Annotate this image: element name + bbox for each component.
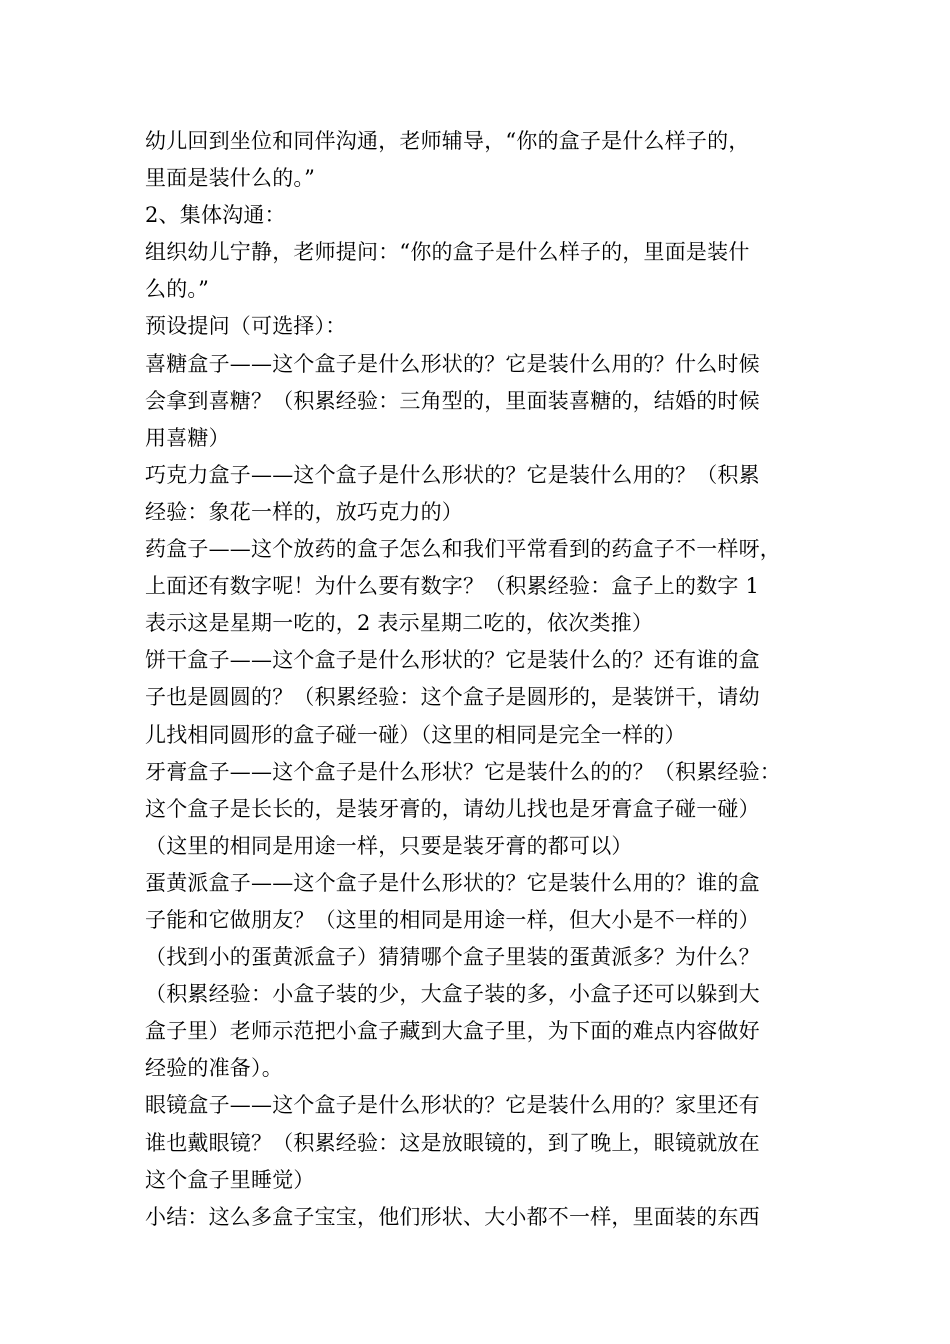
text-line: 这个盒子里睡觉） [145,1167,315,1192]
text-line: 子能和它做朋友？（这里的相同是用途一样，但大小是不一样的） [145,907,760,932]
text-line: 子也是圆圆的？（积累经验：这个盒子是圆形的，是装饼干，请幼 [145,685,760,710]
text-line: （找到小的蛋黄派盒子）猜猜哪个盒子里装的蛋黄派多？为什么？ [145,945,760,970]
text-line: 组织幼儿宁静，老师提问：“你的盒子是什么样子的，里面是装什 [145,240,750,265]
text-line: 么的。” [145,277,210,302]
text-line: 盒子里）老师示范把小盒子藏到大盒子里，为下面的难点内容做好 [145,1019,760,1044]
text-line: （积累经验：小盒子装的少，大盒子装的多，小盒子还可以躲到大 [145,982,760,1007]
text-line: 这个盒子是长长的，是装牙膏的，请幼儿找也是牙膏盒子碰一碰） [145,796,760,821]
text-line: 预设提问（可选择）： [145,314,347,339]
text-line: 上面还有数字呢！为什么要有数字？（积累经验：盒子上的数字 1 [145,574,760,599]
text-line: 巧克力盒子——这个盒子是什么形状的？它是装什么用的？（积累 [145,462,760,487]
text-line: 经验的准备）。 [145,1056,283,1081]
text-line: 药盒子——这个放药的盒子怎么和我们平常看到的药盒子不一样呀， [145,537,781,562]
text-line: 眼镜盒子——这个盒子是什么形状的？它是装什么用的？家里还有 [145,1093,760,1118]
text-line: 会拿到喜糖？（积累经验：三角型的，里面装喜糖的，结婚的时候 [145,388,760,413]
text-line: 牙膏盒子——这个盒子是什么形状？它是装什么的的？（积累经验： [145,759,781,784]
text-line: 喜糖盒子——这个盒子是什么形状的？它是装什么用的？什么时候 [145,351,760,376]
document-body [145,123,825,1236]
text-line: 幼儿回到坐位和同伴沟通，老师辅导，“你的盒子是什么样子的， [145,129,750,153]
text-line: 里面是装什么的。” [145,166,316,191]
text-line: 经验：象花一样的，放巧克力的） [145,499,463,524]
text-line: 小结：这么多盒子宝宝，他们形状、大小都不一样，里面装的东西 [145,1204,760,1229]
text-line: 儿找相同圆形的盒子碰一碰）（这里的相同是完全一样的） [145,722,686,747]
section-heading: 2、集体沟通： [145,203,286,228]
text-line: 谁也戴眼镜？（积累经验：这是放眼镜的，到了晚上，眼镜就放在 [145,1130,760,1155]
text-line: 蛋黄派盒子——这个盒子是什么形状的？它是装什么用的？谁的盒 [145,870,760,895]
text-line: 饼干盒子——这个盒子是什么形状的？它是装什么的？还有谁的盒 [145,648,760,673]
text-line: 表示这是星期一吃的，2 表示星期二吃的，依次类推） [145,611,654,636]
text-line: （这里的相同是用途一样，只要是装牙膏的都可以） [145,833,633,858]
text-line: 用喜糖） [145,425,230,450]
